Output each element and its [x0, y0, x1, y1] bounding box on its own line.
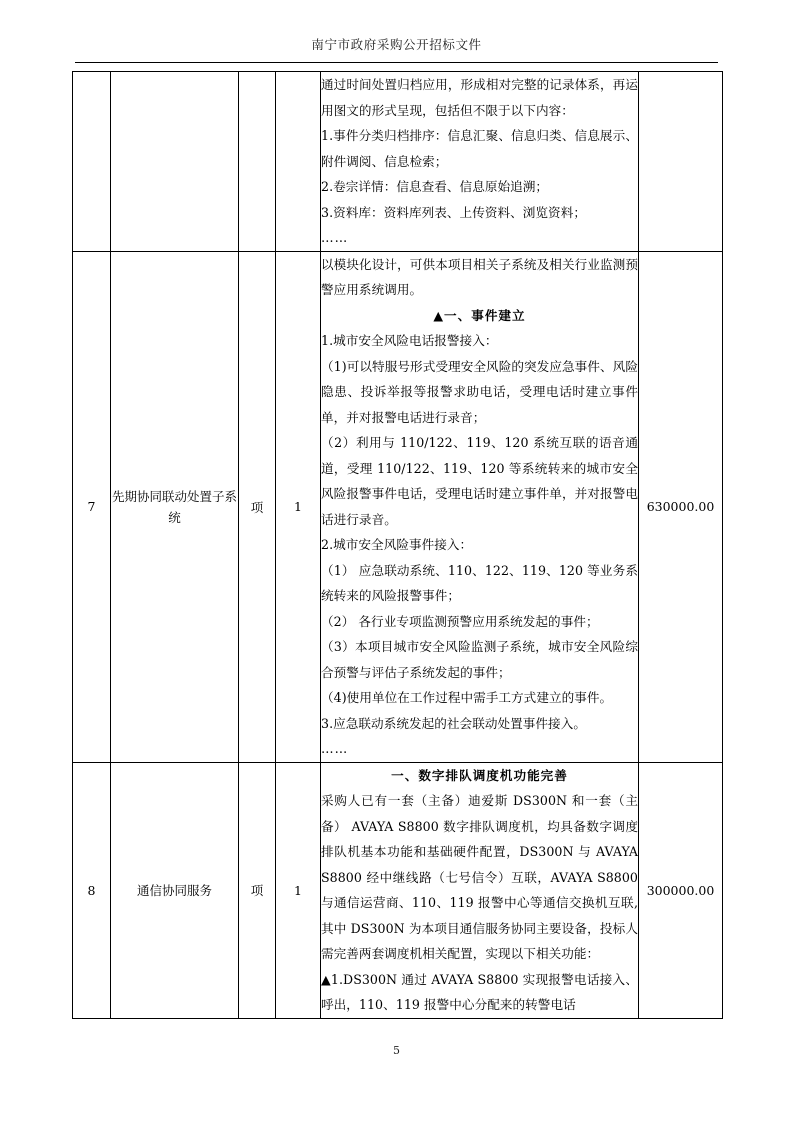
cell-quantity [276, 72, 321, 252]
cell-quantity: 1 [276, 762, 321, 1018]
cell-description [321, 251, 639, 762]
table-row [73, 72, 723, 252]
cell-budget-amount [639, 72, 723, 252]
cell-serial-number: 7 [73, 251, 111, 762]
cell-item-name: 先期协同联动处置子系统 [111, 251, 239, 762]
cell-description [321, 72, 639, 252]
description-ellipsis: …… [321, 230, 349, 245]
description-heading: ▲一、事件建立 [433, 307, 526, 323]
description-body [321, 252, 638, 762]
page-number: 5 [393, 1044, 400, 1057]
cell-item-name [111, 72, 239, 252]
description-paragraph: 3.应急联动系统发起的社会联动处置事件接入。 [321, 715, 586, 731]
table-row [73, 251, 723, 762]
description-paragraph: 1.城市安全风险电话报警接入： [321, 333, 498, 348]
cell-serial-number [73, 72, 111, 252]
cell-unit: 项 [239, 762, 276, 1018]
description-paragraph: ▲1.DS300N 通过 AVAYA S8800 实现报警电话接入、呼出，110、119 报警中心分配来的转警电话 [321, 971, 638, 1012]
description-paragraph: 1.事件分类归档排序：信息汇聚、信息归类、信息展示、附件调阅、信息检索； [321, 128, 638, 169]
cell-item-name: 通信协同服务 [111, 762, 239, 1018]
description-paragraph: （1） 应急联动系统、110、122、119、120 等业务系统转来的风险报警事件； [321, 562, 638, 603]
description-paragraph: 2.城市安全风险事件接入： [321, 537, 473, 552]
description-paragraph: （4)使用单位在工作过程中需手工方式建立的事件。 [321, 690, 613, 705]
description-paragraph: 2.卷宗详情：信息查看、信息原始追溯； [321, 179, 549, 194]
description-paragraph: 采购人已有一套（主备）迪爱斯 DS300N 和一套（主备） AVAYA S8800 数字排队调度机，均具备数字调度排队机基本功能和基础硬件配置，DS300N 与 AVAYA S8800 经中继线路（七号信令）互联，AVAYA S8800 与通信运营商、110、119 报警中心等通信交换机互联,其中 DS300N 为本项目通信服务协同主要设备，投标人需完善两套调度机相关配置，实现以下相关功能： [321, 793, 638, 961]
cell-serial-number: 8 [73, 762, 111, 1018]
description-paragraph: （2） 各行业专项监测预警应用系统发起的事件； [321, 613, 599, 629]
description-paragraph: 通过时间处置归档应用，形成相对完整的记录体系，再运用图文的形式呈现，包括但不限于以下内容： [321, 77, 638, 118]
description-ellipsis: …… [321, 741, 349, 756]
cell-unit [239, 72, 276, 252]
description-paragraph: （2）利用与 110/122、119、120 系统互联的语音通道，受理 110/122、119、120 等系统转来的城市安全风险报警事件电话，受理电话时建立事件单，并对报警电话进行录音。 [321, 435, 638, 527]
table-row [73, 762, 723, 1018]
specification-table [72, 71, 723, 1019]
description-paragraph: 以模块化设计，可供本项目相关子系统及相关行业监测预警应用系统调用。 [321, 256, 638, 297]
running-header: 南宁市政府采购公开招标文件 [311, 37, 482, 52]
description-paragraph: （1)可以特服号形式受理安全风险的突发应急事件、风险隐患、投诉举报等报警求助电话，受理电话时建立事件单，并对报警电话进行录音； [321, 358, 638, 425]
cell-unit: 项 [239, 251, 276, 762]
description-paragraph: 3.资料库：资料库列表、上传资料、浏览资料； [321, 204, 586, 220]
description-body [321, 72, 638, 251]
description-body [321, 763, 638, 1018]
cell-budget-amount: 630000.00 [639, 251, 723, 762]
cell-description [321, 762, 639, 1018]
description-paragraph: （3）本项目城市安全风险监测子系统，城市安全风险综合预警与评估子系统发起的事件； [321, 639, 638, 680]
description-heading: 一、数字排队调度机功能完善 [391, 767, 568, 783]
cell-budget-amount: 300000.00 [639, 762, 723, 1018]
header-rule [75, 62, 718, 63]
cell-quantity: 1 [276, 251, 321, 762]
